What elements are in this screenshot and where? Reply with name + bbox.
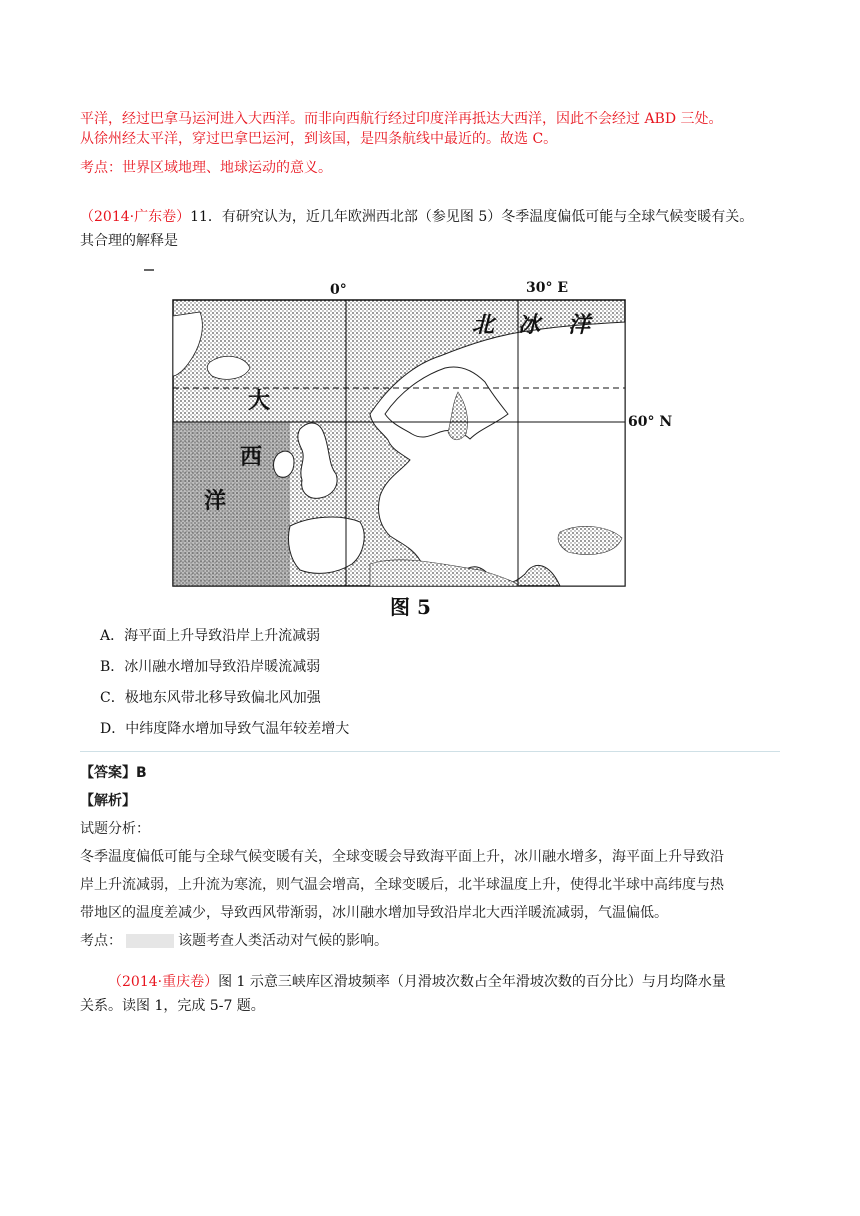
ocean-label-atl-2: 西 (240, 444, 263, 470)
next-question (80, 970, 790, 1018)
analysis-subtitle: 试题分析： (80, 821, 150, 837)
kaodian-line (80, 930, 388, 950)
redacted-block (126, 934, 174, 948)
ocean-label-atl-3: 洋 (204, 488, 227, 514)
ireland (274, 451, 295, 477)
question-11 (80, 205, 790, 253)
next-question-line1 (80, 970, 790, 994)
option-c: C．极地东风带北移导致偏北风加强 (100, 690, 321, 706)
atlantic-dense (173, 422, 290, 586)
answer-box (80, 754, 780, 956)
analysis-para-3: 带地区的温度差减少，导致西风带渐弱，冰川融水增加导致沿岸北大西洋暖流减弱，气温偏低。 (80, 905, 668, 921)
ocean-label-north-1: 北 (472, 312, 495, 338)
question-11-line1 (80, 205, 790, 229)
label-60n: 60° N (628, 414, 673, 430)
ocean-label-north-3: 洋 (568, 312, 591, 338)
europe-map (140, 264, 680, 619)
section-divider (80, 751, 780, 752)
next-question-line2: 关系。读图 1，完成 5-7 题。 (80, 998, 265, 1014)
europe-map-figure (140, 264, 680, 619)
next-question-text: 图 1 示意三峡库区滑坡频率（月滑坡次数占全年滑坡次数的百分比）与月均降水量 (218, 974, 726, 990)
analysis-heading: 【解析】 (80, 793, 136, 809)
explanation-line-1: 平洋，经过巴拿马运河进入大西洋。而非向西航行经过印度洋再抵达大西洋，因此不会经过 ABD 三处。 (80, 111, 723, 127)
ocean-label-atl-1: 大 (248, 388, 271, 414)
question-source: （2014·广东卷） (80, 209, 191, 225)
explanation-line-2: 从徐州经太平洋，穿过巴拿巴运河，到该国，是四条航线中最近的。故选 C。 (80, 131, 558, 147)
kaodian-text: 该题考查人类活动对气候的影响。 (178, 933, 388, 949)
label-30e: 30° E (526, 280, 569, 296)
analysis-para-1: 冬季温度偏低可能与全球气候变暖有关，全球变暖会导致海平面上升，冰川融水增多，海平面上升导致沿 (80, 849, 724, 865)
option-d: D．中纬度降水增加导致气温年较差增大 (100, 721, 350, 737)
kaodian-label: 考点： (80, 933, 122, 949)
next-question-source: （2014·重庆卷） (108, 974, 219, 990)
label-0deg: 0° (330, 282, 347, 298)
option-a: A．海平面上升导致沿岸上升流减弱 (100, 628, 321, 644)
analysis-para-2: 岸上升流减弱，上升流为寒流，则气温会增高，全球变暖后，北半球温度上升，使得北半球中高纬度与热 (80, 877, 724, 893)
explanation-kaodian: 考点：世界区域地理、地球运动的意义。 (80, 160, 332, 176)
answer-line: 【答案】B (80, 765, 147, 781)
figure-caption: 图 5 (390, 595, 431, 619)
option-b: B．冰川融水增加导致沿岸暖流减弱 (100, 659, 321, 675)
ocean-label-north-2: 冰 (518, 312, 541, 338)
question-text: 11．有研究认为，近几年欧洲西北部（参见图 5）冬季温度偏低可能与全球气候变暖有关。 (190, 209, 754, 225)
question-11-line2: 其合理的解释是 (80, 233, 178, 249)
